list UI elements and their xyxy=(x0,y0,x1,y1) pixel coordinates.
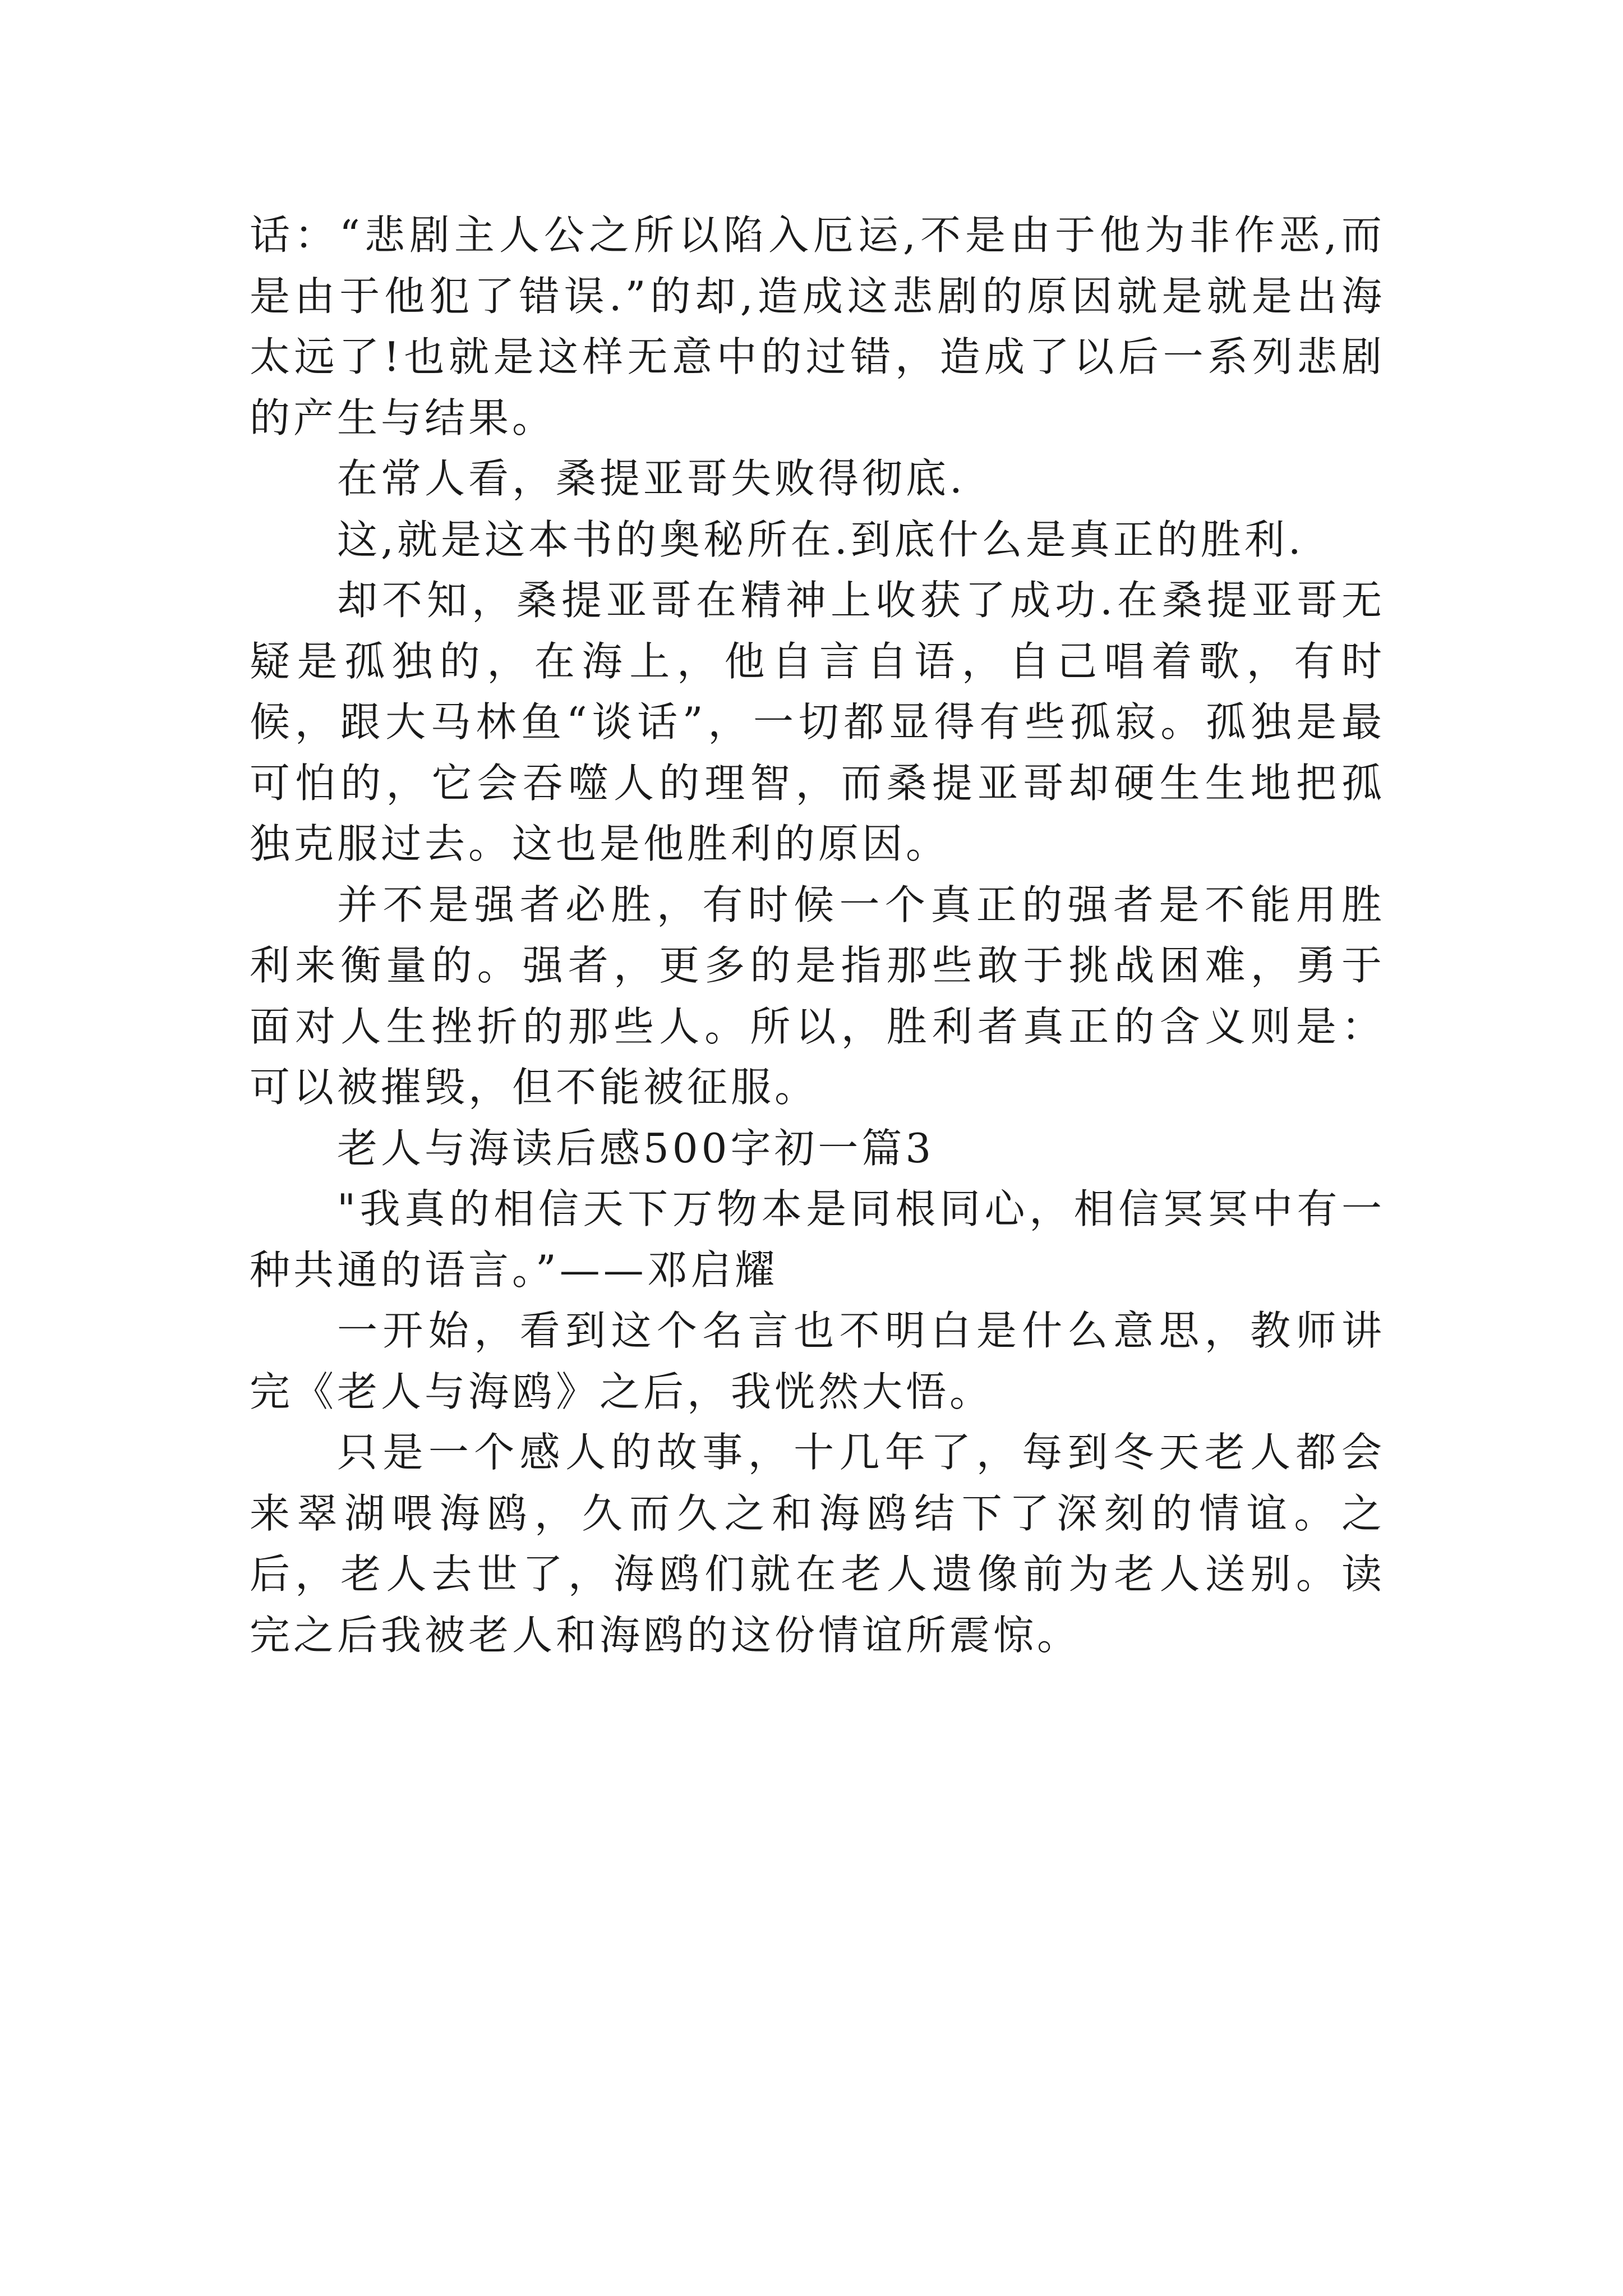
paragraph: 却不知，桑提亚哥在精神上收获了成功.在桑提亚哥无疑是孤独的，在海上，他自言自语，自己唱着歌，有时候，跟大马林鱼“谈话”，一切都显得有些孤寂。孤独是最可怕的，它会吞噬人的理智，而桑提亚哥却硬生生地把孤独克服过去。这也是他胜利的原因。 xyxy=(250,577,1385,867)
section-heading: 老人与海读后感500字初一篇3 xyxy=(337,1124,935,1172)
paragraph: 在常人看，桑提亚哥失败得彻底. xyxy=(337,455,966,502)
paragraph: 并不是强者必胜，有时候一个真正的强者是不能用胜利来衡量的。强者，更多的是指那些敢于挑战困难，勇于面对人生挫折的那些人。所以，胜利者真正的含义则是：可以被摧毁，但不能被征服。 xyxy=(250,881,1385,1111)
paragraph: 只是一个感人的故事，十几年了，每到冬天老人都会来翠湖喂海鸥，久而久之和海鸥结下了深刻的情谊。之后，老人去世了，海鸥们就在老人遗像前为老人送别。读完之后我被老人和海鸥的这份情谊所震惊。 xyxy=(250,1429,1385,1659)
body-text xyxy=(250,205,1385,1665)
paragraph: 这,就是这本书的奥秘所在.到底什么是真正的胜利. xyxy=(337,516,1304,563)
quote-paragraph: "我真的相信天下万物本是同根同心，相信冥冥中有一种共通的语言。”——邓启耀 xyxy=(250,1185,1385,1294)
paragraph: 话：“悲剧主人公之所以陷入厄运,不是由于他为非作恶,而是由于他犯了错误.”的却,造成这悲剧的原因就是就是出海太远了!也就是这样无意中的过错，造成了以后一系列悲剧的产生与结果。 xyxy=(250,211,1385,441)
paragraph: 一开始，看到这个名言也不明白是什么意思，教师讲完《老人与海鸥》之后，我恍然大悟。 xyxy=(250,1307,1385,1415)
